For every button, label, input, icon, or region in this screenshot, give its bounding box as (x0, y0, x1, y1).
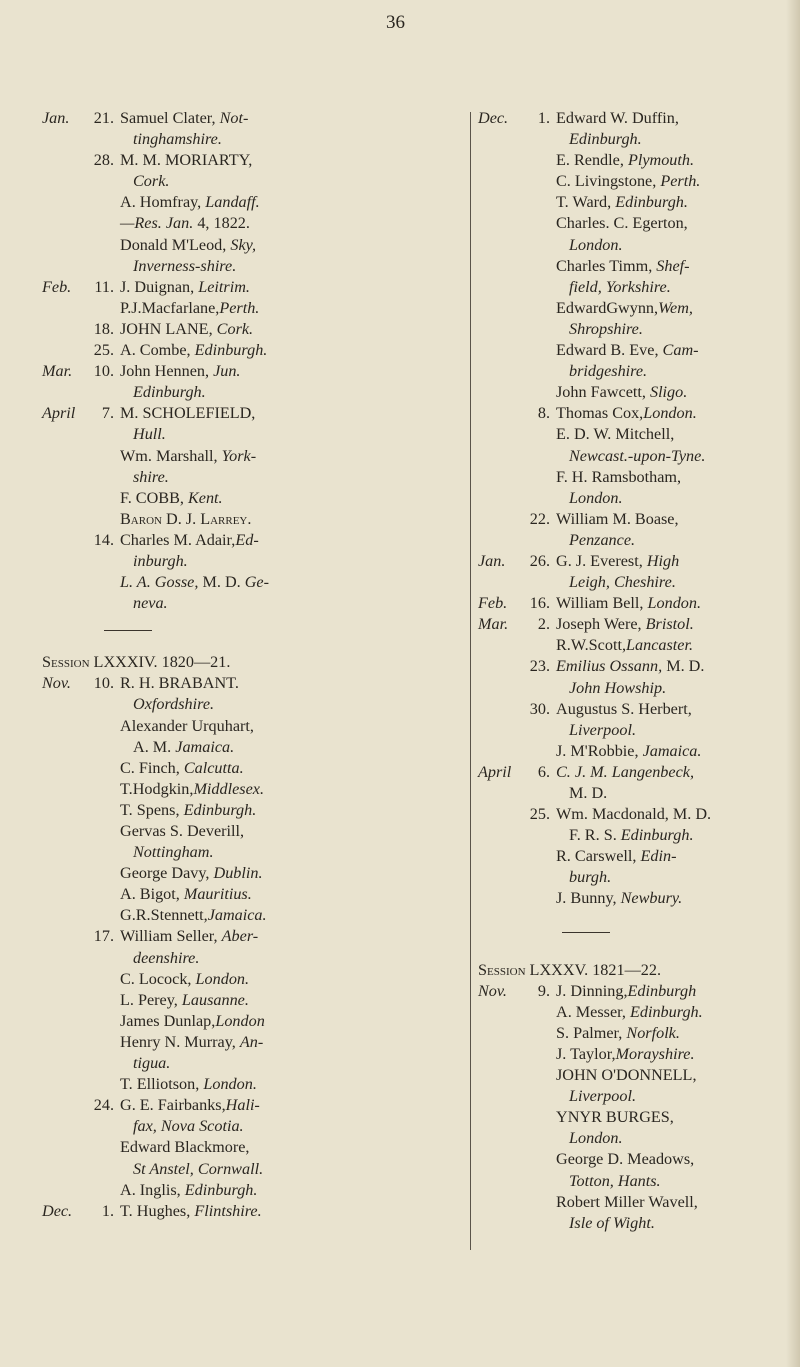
entry-day: 26. (529, 551, 550, 570)
entry-place: London. (647, 594, 702, 613)
entry-name: Edward Blackmore, (120, 1138, 250, 1157)
entry-name: J. Dinning, (556, 981, 628, 1000)
entry-place: Hull. (133, 425, 166, 444)
entry-name: Samuel Clater, (120, 109, 220, 127)
list-item (478, 1002, 778, 1023)
entry-day: 23. (529, 657, 550, 676)
entry-day: 9. (537, 981, 550, 1000)
entry-name: G.R.Stennett, (120, 906, 208, 925)
list-item (478, 888, 778, 909)
list-item (478, 171, 778, 192)
entry-month: Nov. (478, 981, 507, 1000)
entry-name: T.Hodgkin, (120, 779, 194, 798)
list-item (42, 129, 462, 150)
entry-name: J. Taylor, (556, 1044, 616, 1063)
list-item (42, 1159, 462, 1180)
entry-place: Flintshire. (194, 1201, 262, 1220)
list-item (478, 1044, 778, 1065)
list-item (42, 382, 462, 403)
entry-place: tigua. (133, 1054, 171, 1073)
list-item (478, 1213, 778, 1234)
list-item (42, 446, 462, 467)
list-item (478, 1128, 778, 1149)
entry-place: Nottingham. (133, 843, 214, 862)
list-item (478, 720, 778, 741)
entry-day: 24. (93, 1096, 114, 1115)
entry-place: inburgh. (133, 551, 188, 570)
list-item (42, 1201, 462, 1222)
entry-place: Edinburgh. (194, 341, 268, 360)
entry-place: Sky, (230, 235, 256, 254)
list-item (478, 1086, 778, 1107)
entry-degree: A. M. (133, 737, 176, 756)
entry-place: Hali- (225, 1096, 260, 1115)
entry-day: 1. (537, 109, 550, 127)
entry-name: Emilius Ossann, (556, 657, 663, 676)
list-item (42, 108, 462, 129)
list-item (42, 256, 462, 277)
list-item (42, 277, 462, 298)
list-item (478, 277, 778, 298)
entry-name: Wm. Macdonald, M. D. (556, 805, 712, 824)
page-edge-shadow (786, 0, 800, 1367)
entry-name: Charles Timm, (556, 256, 657, 275)
entry-place: tinghamshire. (133, 130, 222, 149)
entry-name: A. Bigot, (120, 885, 184, 904)
entry-day: 6. (537, 762, 550, 781)
entry-place: Cork. (216, 319, 254, 338)
entry-place: Lausanne. (181, 990, 249, 1009)
entry-name: William M. Boase, (556, 509, 679, 528)
list-item (478, 361, 778, 382)
list-item (42, 150, 462, 171)
entry-place: London. (569, 488, 623, 507)
list-item (478, 403, 778, 424)
list-item (42, 467, 462, 488)
entry-name: E. D. W. Mitchell, (556, 425, 675, 444)
list-item (42, 213, 462, 234)
entry-place: Jamaica. (175, 737, 235, 756)
entry-name: G. E. Fairbanks, (120, 1096, 226, 1115)
entry-place: Inverness-shire. (133, 256, 237, 275)
entry-name: George Davy, (120, 864, 214, 883)
entry-place: Norfolk. (626, 1023, 680, 1042)
entry-day: 22. (529, 509, 550, 528)
entry-degree: M. D. (569, 784, 608, 802)
left-column (42, 108, 462, 1222)
list-item (478, 635, 778, 656)
entry-place: Edinburgh. (133, 383, 206, 402)
entry-name: William Bell, (556, 594, 648, 613)
list-item (42, 403, 462, 424)
entry-day: 16. (529, 594, 550, 613)
entry-name: William Seller, (120, 927, 222, 946)
list-item (42, 737, 462, 758)
session-heading: Session LXXXIV. 1820—21. (42, 653, 231, 672)
entry-name: G. J. Everest, (556, 551, 647, 570)
entry-day: 30. (529, 699, 550, 718)
list-item (478, 572, 778, 593)
entry-name: Robert Miller Wavell, (556, 1192, 698, 1211)
entry-place: burgh. (569, 868, 612, 887)
session-heading: Session LXXXV. 1821—22. (478, 960, 662, 979)
list-item (478, 1171, 778, 1192)
entry-place: Isle of Wight. (569, 1213, 655, 1232)
entry-place: Mauritius. (183, 885, 252, 904)
entry-place: Not- (219, 109, 249, 127)
entry-degree: M. D. (198, 573, 245, 592)
entry-name: J. M'Robbie, (556, 741, 643, 760)
entry-day: 2. (537, 615, 550, 634)
entry-place: Shropshire. (569, 319, 643, 338)
entry-month: Dec. (42, 1201, 73, 1220)
entry-place: Sligo. (649, 383, 688, 402)
entry-name: R.W.Scott, (556, 636, 627, 655)
entry-place: Cam- (662, 341, 699, 360)
entry-day: 10. (93, 674, 114, 693)
list-item (42, 1180, 462, 1201)
entry-month: Feb. (478, 594, 508, 613)
entry-month: Jan. (42, 109, 70, 127)
entry-month: Jan. (478, 551, 506, 570)
entry-name: Alexander Urquhart, (120, 716, 254, 735)
entry-day: 14. (93, 530, 114, 549)
entry-name: J. Bunny, (556, 889, 621, 908)
entry-place: Ge- (244, 573, 269, 592)
entry-place: Perth. (219, 298, 260, 317)
list-item (42, 572, 462, 593)
entry-day: 25. (529, 805, 550, 824)
list-item (42, 488, 462, 509)
entry-name: George D. Meadows, (556, 1150, 695, 1169)
list-item (42, 424, 462, 445)
list-item (42, 319, 462, 340)
entry-day: 17. (93, 927, 114, 946)
entry-place: An- (239, 1032, 264, 1051)
list-item (478, 1192, 778, 1213)
list-item (478, 1107, 778, 1128)
entry-name: Baron D. J. Larrey. (120, 509, 252, 528)
list-item (42, 1137, 462, 1158)
list-item (42, 1053, 462, 1074)
list-item (478, 981, 778, 1002)
entry-name: F. COBB, (120, 488, 188, 507)
list-item (42, 509, 462, 530)
list-item (42, 340, 462, 361)
entry-place: Ed- (235, 530, 259, 549)
list-item (478, 424, 778, 445)
list-item (478, 488, 778, 509)
list-item (478, 340, 778, 361)
entry-name: Wm. Marshall, (120, 446, 222, 465)
list-item (478, 741, 778, 762)
entry-name: JOHN LANE, (120, 319, 217, 338)
list-item (42, 530, 462, 551)
entry-place: Wem, (658, 298, 693, 317)
entry-name: Edward W. Duffin, (556, 109, 679, 127)
list-item (478, 699, 778, 720)
entry-place: Dublin. (213, 864, 263, 883)
list-item (478, 593, 778, 614)
entry-place: deenshire. (133, 948, 200, 967)
list-item (42, 361, 462, 382)
entry-place: Totton, Hants. (569, 1171, 661, 1190)
entry-name: C. Locock, (120, 969, 196, 988)
entry-month: Mar. (478, 615, 509, 634)
list-item (42, 1116, 462, 1137)
entry-name: Thomas Cox, (556, 404, 644, 423)
list-item (42, 1032, 462, 1053)
list-item (478, 509, 778, 530)
list-item (478, 846, 778, 867)
entry-name: A. Messer, (556, 1002, 630, 1021)
list-item (42, 905, 462, 926)
entry-name: John Fawcett, (556, 383, 650, 402)
list-item (478, 446, 778, 467)
list-item (478, 192, 778, 213)
entry-name: EdwardGwynn, (556, 298, 659, 317)
entry-month: Feb. (42, 277, 72, 296)
list-item (42, 779, 462, 800)
entry-name: R. H. BRABANT. (120, 674, 239, 693)
entry-place: Middlesex. (193, 779, 265, 798)
list-item (478, 298, 778, 319)
entry-month: Mar. (42, 362, 73, 381)
entry-month: Dec. (478, 109, 509, 127)
entry-place: London. (195, 969, 250, 988)
entry-name: A. Combe, (120, 341, 195, 360)
entry-place: Jamaica. (642, 741, 702, 760)
entry-place: London. (569, 235, 623, 254)
list-item (478, 825, 778, 846)
entry-place: Edinburgh. (629, 1002, 703, 1021)
entry-name: John Howship. (569, 678, 667, 697)
list-item (42, 551, 462, 572)
entry-place: Leigh, Cheshire. (569, 573, 676, 592)
list-item (42, 842, 462, 863)
list-item (478, 804, 778, 825)
list-item (478, 551, 778, 572)
entry-name: A. Inglis, (120, 1180, 185, 1199)
section-rule (104, 630, 152, 631)
list-item (478, 1023, 778, 1044)
list-item (42, 716, 462, 737)
entry-name: Gervas S. Deverill, (120, 822, 245, 840)
entry-place: London. (643, 404, 697, 423)
entry-note-date: 4, 1822. (193, 214, 250, 233)
list-item (478, 656, 778, 677)
list-item (478, 1065, 778, 1086)
list-item (478, 467, 778, 488)
page-number: 36 (386, 12, 405, 33)
entry-place: Edin- (640, 847, 677, 866)
entry-place: Liverpool. (569, 1087, 636, 1106)
entry-name: Henry N. Murray, (120, 1032, 240, 1051)
entry-place: Aber- (221, 927, 259, 946)
entry-name: YNYR BURGES, (556, 1108, 674, 1127)
entry-name: Edward B. Eve, (556, 341, 663, 360)
entry-suffix: Jun. (213, 362, 241, 381)
entry-name: Charles. C. Egerton, (556, 214, 688, 233)
entry-place: Liverpool. (569, 720, 636, 739)
list-item (478, 783, 778, 804)
entry-name: Charles M. Adair, (120, 530, 236, 549)
list-item (42, 758, 462, 779)
entry-place: fax, Nova Scotia. (133, 1117, 244, 1136)
entry-name: P.J.Macfarlane, (120, 298, 220, 317)
list-item (478, 108, 778, 129)
list-item (42, 948, 462, 969)
entry-place: Shef- (656, 256, 690, 275)
list-item (478, 213, 778, 234)
entry-place: Perth. (660, 172, 701, 191)
list-item (42, 673, 462, 694)
entry-name: C. Finch, (120, 758, 184, 777)
entry-name: L. A. Gosse, (120, 573, 199, 592)
entry-month: April (42, 404, 76, 423)
entry-place: York- (221, 446, 257, 465)
list-item (42, 298, 462, 319)
entry-place: Edinburgh. (569, 130, 642, 149)
entry-place: Newcast.-upon-Tyne. (569, 446, 706, 465)
entry-place: Leitrim. (198, 277, 250, 296)
entry-place: Landaff. (205, 193, 260, 212)
list-item (42, 1011, 462, 1032)
entry-place: neva. (133, 594, 168, 613)
list-item (42, 926, 462, 947)
entry-name: S. Palmer, (556, 1023, 627, 1042)
entry-place: London (215, 1011, 265, 1030)
list-item (478, 614, 778, 635)
entry-place: Calcutta. (183, 758, 244, 777)
entry-month: April (478, 762, 512, 781)
entry-place: Bristol. (645, 615, 694, 634)
list-item (42, 990, 462, 1011)
entry-place: Edinburgh. (615, 193, 688, 212)
entry-name: L. Perey, (120, 990, 182, 1009)
list-item (478, 1149, 778, 1170)
entry-place: Oxfordshire. (133, 695, 215, 714)
entry-place: Cork. (133, 172, 170, 191)
entry-name: Donald M'Leod, (120, 235, 231, 254)
entry-note: —Res. Jan. (120, 214, 194, 233)
entry-place: Penzance. (569, 530, 636, 549)
list-item (42, 821, 462, 842)
entry-day: 21. (93, 109, 114, 127)
entry-day: 1. (101, 1201, 114, 1220)
list-item (42, 884, 462, 905)
entry-place: High (646, 551, 680, 570)
entry-name: F. H. Ramsbotham, (556, 467, 682, 486)
entry-place: Jamaica. (207, 906, 267, 925)
entry-place: London. (203, 1075, 257, 1094)
entry-name: M. SCHOLEFIELD, (120, 404, 256, 423)
list-item (42, 863, 462, 884)
list-item (42, 593, 462, 614)
entry-place: Kent. (187, 488, 223, 507)
entry-place: Morayshire. (615, 1044, 695, 1063)
entry-month: Nov. (42, 674, 71, 693)
list-item (42, 694, 462, 715)
entry-day: 25. (93, 341, 114, 360)
entry-day: 28. (93, 151, 114, 170)
list-item (42, 800, 462, 821)
list-item (42, 192, 462, 213)
entry-degree: F. R. S. (569, 826, 621, 845)
list-item (478, 762, 778, 783)
list-item (42, 969, 462, 990)
entry-name: T. Elliotson, (120, 1075, 204, 1094)
entry-name: JOHN O'DONNELL, (556, 1066, 697, 1085)
entry-place: Edinburgh. (183, 800, 257, 819)
entry-name: T. Hughes, (120, 1201, 195, 1220)
section-rule (562, 932, 610, 933)
entry-place: London. (569, 1129, 623, 1148)
entry-name: Joseph Were, (556, 615, 646, 634)
entry-degree: M. D. (662, 657, 705, 676)
list-item (478, 150, 778, 171)
entry-name: E. Rendle, (556, 151, 628, 170)
entry-place: Edinburgh. (184, 1180, 258, 1199)
list-item (478, 867, 778, 888)
list-item (42, 171, 462, 192)
entry-name: John Hennen, (120, 362, 214, 381)
entry-name: James Dunlap, (120, 1011, 216, 1030)
entry-day: 11. (94, 277, 114, 296)
right-column (478, 108, 778, 1234)
list-item (478, 256, 778, 277)
entry-name: C. J. M. Langenbeck, (556, 762, 695, 781)
entry-day: 8. (537, 404, 550, 423)
entry-place: Lancaster. (626, 636, 694, 655)
list-item (478, 382, 778, 403)
entry-place: Edinburgh (627, 981, 697, 1000)
entry-place: Edinburgh. (620, 826, 694, 845)
list-item (478, 129, 778, 150)
entry-day: 7. (101, 404, 114, 423)
list-item (42, 1095, 462, 1116)
entry-place: bridgeshire. (569, 362, 648, 381)
list-item (478, 530, 778, 551)
entry-name: T. Spens, (120, 800, 184, 819)
column-divider (470, 112, 471, 1250)
entry-day: 10. (93, 362, 114, 381)
entry-name: Augustus S. Herbert, (556, 699, 692, 718)
entry-day: 18. (93, 319, 114, 338)
entry-name: A. Homfray, (120, 193, 206, 212)
entry-place: Newbury. (620, 889, 683, 908)
entry-place: field, Yorkshire. (569, 277, 671, 296)
list-item (478, 235, 778, 256)
entry-name: T. Ward, (556, 193, 616, 212)
entry-name: R. Carswell, (556, 847, 641, 866)
entry-place: shire. (133, 467, 169, 486)
entry-name: J. Duignan, (120, 277, 199, 296)
list-item (42, 235, 462, 256)
entry-place: Plymouth. (627, 151, 695, 170)
list-item (478, 678, 778, 699)
entry-place: St Anstel, Cornwall. (133, 1159, 264, 1178)
list-item (478, 319, 778, 340)
list-item (42, 1074, 462, 1095)
entry-name: C. Livingstone, (556, 172, 661, 191)
entry-name: M. M. MORIARTY, (120, 151, 253, 170)
